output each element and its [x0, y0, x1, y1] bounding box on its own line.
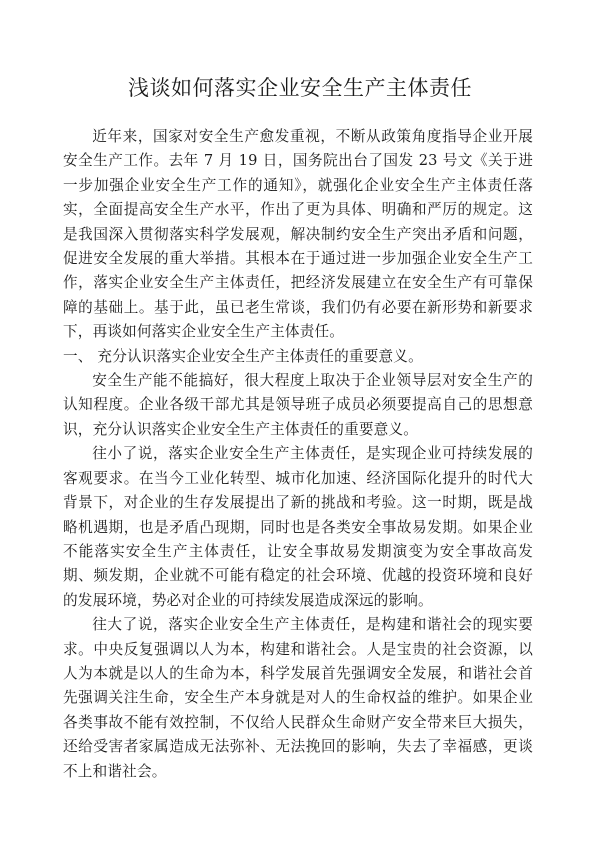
paragraph-harmonious-society: 往大了说，落实企业安全生产主体责任，是构建和谐社会的现实要求。中央反复强调以人为本，构建和谐社会。人是宝贵的社会资源，以人为本就是以人的生命为本，科学发展首先强调安全发展，和谐社会首先强调关注生命，安全生产本身就是对人的生命权益的维护。如果企业各类事故不能有效控制，不仅给人民群众生命财产安全带来巨大损失，还给受害者家属造成无法弥补、无法挽回的影响，失去了幸福感，更谈不上和谐社会。: [63, 616, 533, 780]
paragraph-enterprise-development: 往小了说，落实企业安全生产主体责任，是实现企业可持续发展的客观要求。在当今工业化转型、城市化加速、经济国际化提升的时代大背景下，对企业的生存发展提出了新的挑战和考验。这一时期，既是战略机遇期，也是矛盾凸现期，同时也是各类安全事故易发期。如果企业不能落实安全生产主体责任，让安全事故易发期演变为安全事故高发期、频发期，企业就不可能有稳定的社会环境、优越的投资环境和良好的发展环境，势必对企业的可持续发展造成深远的影响。: [63, 445, 533, 609]
paragraph-awareness: 安全生产能不能搞好，很大程度上取决于企业领导层对安全生产的认知程度。企业各级干部尤其是领导班子成员必须要提高自己的思想意识，充分认识落实企业安全生产主体责任的重要意义。: [63, 372, 533, 438]
document-title: 浅谈如何落实企业安全生产主体责任: [128, 76, 472, 100]
document-body: [63, 125, 533, 784]
paragraph-intro: 近年来，国家对安全生产愈发重视，不断从政策角度指导企业开展安全生产工作。去年 7 月 19 日，国务院出台了国发 23 号文《关于进一步加强企业安全生产工作的通知》，就强化企业安全生产主体责任落实，全面提高安全生产水平，作出了更为具体、明确和严厉的规定。这是我国深入贯彻落实科学发展观，解决制约安全生产突出矛盾和问题，促进安全发展的重大举措。其根本在于通过进一步加强企业安全生产工作，落实企业安全生产主体责任，把经济发展建立在安全生产有可靠保障的基础上。基于此，虽已老生常谈，我们仍有必要在新形势和新要求下，再谈如何落实企业安全生产主体责任。: [63, 128, 533, 341]
section-heading-1: 一、 充分认识落实企业安全生产主体责任的重要意义。: [63, 347, 423, 365]
